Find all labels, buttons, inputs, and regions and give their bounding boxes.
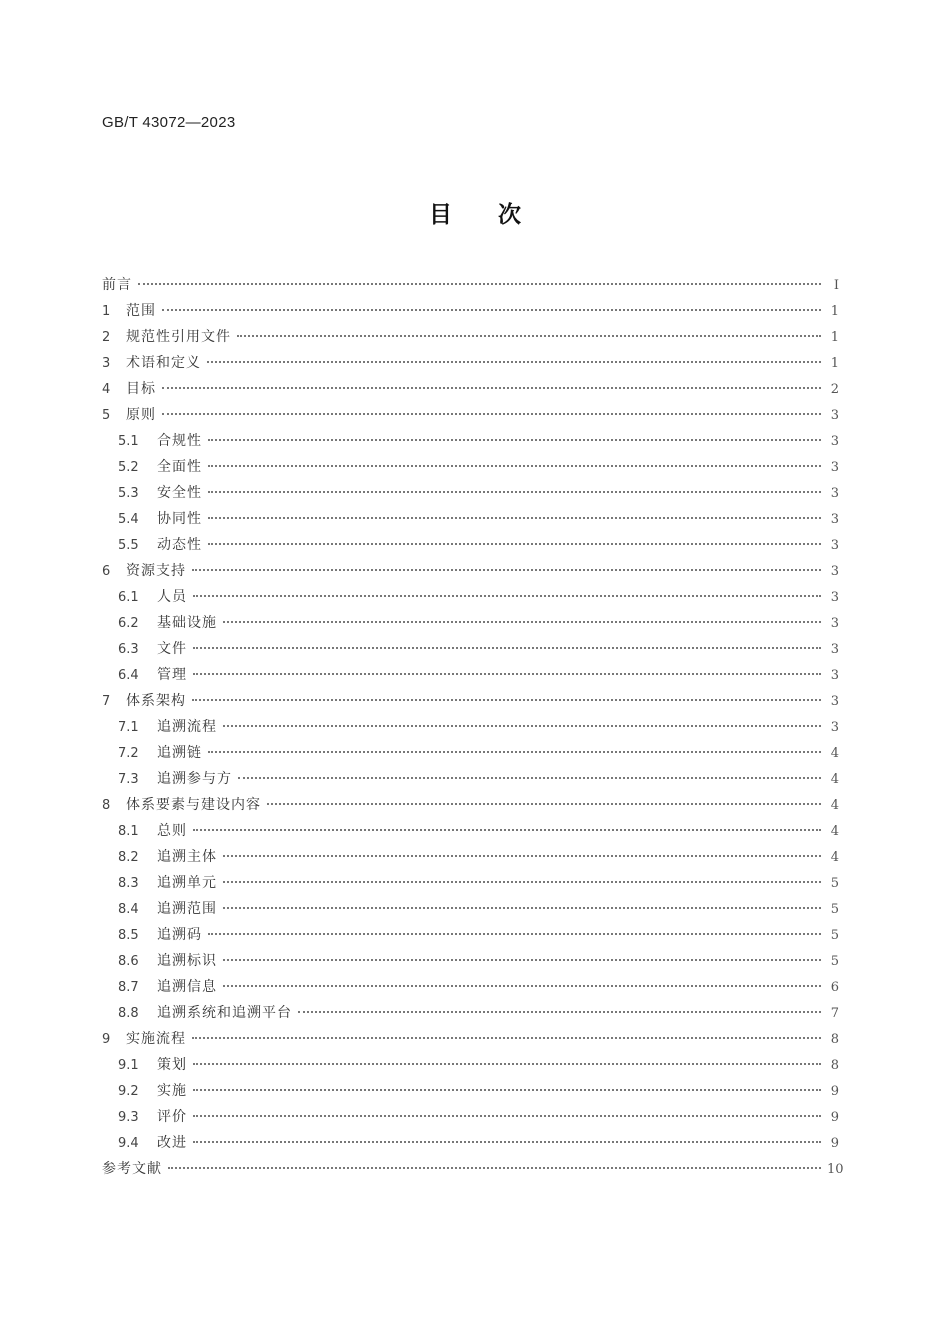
toc-entry-page: 6 bbox=[830, 980, 839, 995]
toc-entry[interactable] bbox=[102, 584, 839, 610]
toc-entry-number: 2 bbox=[102, 330, 111, 345]
toc-entry-page: 4 bbox=[830, 798, 839, 813]
toc-list bbox=[102, 272, 844, 1182]
standard-code: GB/T 43072—2023 bbox=[102, 114, 236, 131]
dot-leader bbox=[223, 854, 821, 857]
dot-leader bbox=[162, 308, 821, 311]
toc-entry-page: 3 bbox=[830, 720, 839, 735]
dot-leader bbox=[223, 958, 821, 961]
toc-entry-page: 1 bbox=[830, 330, 839, 345]
toc-entry-number: 5.3 bbox=[118, 486, 139, 501]
toc-entry-page: 3 bbox=[830, 694, 839, 709]
dot-leader bbox=[223, 724, 821, 727]
dot-leader bbox=[193, 1062, 821, 1065]
toc-entry[interactable] bbox=[102, 428, 839, 454]
toc-entry[interactable] bbox=[102, 636, 839, 662]
toc-entry[interactable] bbox=[102, 766, 839, 792]
toc-entry[interactable] bbox=[102, 1130, 839, 1156]
toc-entry-number: 7.1 bbox=[118, 720, 139, 735]
toc-entry-label: 范围 bbox=[126, 303, 156, 319]
toc-entry-label: 追溯参与方 bbox=[157, 771, 232, 787]
toc-entry[interactable] bbox=[102, 922, 839, 948]
dot-leader bbox=[138, 282, 821, 285]
dot-leader bbox=[223, 620, 821, 623]
toc-entry-label: 原则 bbox=[126, 407, 156, 423]
dot-leader bbox=[193, 828, 821, 831]
dot-leader bbox=[192, 568, 821, 571]
dot-leader bbox=[192, 1036, 821, 1039]
toc-entry[interactable] bbox=[102, 402, 839, 428]
dot-leader bbox=[162, 412, 821, 415]
dot-leader bbox=[267, 802, 821, 805]
dot-leader bbox=[162, 386, 821, 389]
toc-entry-page: 3 bbox=[830, 538, 839, 553]
toc-entry[interactable] bbox=[102, 506, 839, 532]
toc-entry-number: 6.3 bbox=[118, 642, 139, 657]
toc-entry-label: 管理 bbox=[157, 667, 187, 683]
toc-entry-label: 追溯码 bbox=[157, 927, 202, 943]
toc-entry[interactable] bbox=[102, 818, 839, 844]
toc-entry-number: 7.3 bbox=[118, 772, 139, 787]
dot-leader bbox=[208, 438, 821, 441]
toc-entry[interactable] bbox=[102, 1000, 839, 1026]
toc-entry-page: 1 bbox=[830, 356, 839, 371]
toc-entry-page: 5 bbox=[830, 876, 839, 891]
dot-leader bbox=[208, 490, 821, 493]
toc-entry-number: 6.4 bbox=[118, 668, 139, 683]
dot-leader bbox=[208, 750, 821, 753]
toc-entry-label: 策划 bbox=[157, 1057, 187, 1073]
toc-entry-number: 8.1 bbox=[118, 824, 139, 839]
toc-entry[interactable] bbox=[102, 1052, 839, 1078]
dot-leader bbox=[208, 516, 821, 519]
dot-leader bbox=[207, 360, 821, 363]
toc-entry[interactable] bbox=[102, 324, 839, 350]
toc-entry-page: 10 bbox=[827, 1162, 844, 1177]
dot-leader bbox=[193, 672, 821, 675]
toc-entry-label: 追溯单元 bbox=[157, 875, 217, 891]
toc-entry-number: 6.2 bbox=[118, 616, 139, 631]
toc-entry-page: 3 bbox=[830, 486, 839, 501]
toc-entry[interactable] bbox=[102, 948, 839, 974]
toc-entry-label: 合规性 bbox=[157, 433, 202, 449]
toc-entry-page: 3 bbox=[830, 590, 839, 605]
dot-leader bbox=[237, 334, 821, 337]
toc-entry-page: 3 bbox=[830, 564, 839, 579]
toc-entry-label: 追溯主体 bbox=[157, 849, 217, 865]
toc-entry-page: 3 bbox=[830, 616, 839, 631]
toc-entry-label: 基础设施 bbox=[157, 615, 217, 631]
toc-entry[interactable] bbox=[102, 480, 839, 506]
dot-leader bbox=[208, 932, 821, 935]
toc-entry-page: 2 bbox=[830, 382, 839, 397]
toc-entry[interactable] bbox=[102, 376, 839, 402]
toc-entry-label: 文件 bbox=[157, 641, 187, 657]
toc-entry[interactable] bbox=[102, 1156, 844, 1182]
toc-entry-page: 9 bbox=[830, 1084, 839, 1099]
toc-entry-label: 前言 bbox=[102, 277, 132, 293]
dot-leader bbox=[193, 1088, 821, 1091]
toc-entry-page: 9 bbox=[830, 1110, 839, 1125]
toc-entry-number: 8.8 bbox=[118, 1006, 139, 1021]
toc-entry-page: 3 bbox=[830, 512, 839, 527]
toc-entry-page: 5 bbox=[830, 928, 839, 943]
toc-entry[interactable] bbox=[102, 1104, 839, 1130]
toc-entry-label: 追溯链 bbox=[157, 745, 202, 761]
toc-entry-number: 8.3 bbox=[118, 876, 139, 891]
dot-leader bbox=[193, 594, 821, 597]
toc-entry[interactable] bbox=[102, 272, 839, 298]
toc-entry-label: 评价 bbox=[157, 1109, 187, 1125]
toc-entry-number: 5.4 bbox=[118, 512, 139, 527]
dot-leader bbox=[193, 1140, 821, 1143]
toc-entry-number: 6 bbox=[102, 564, 111, 579]
toc-entry-label: 追溯范围 bbox=[157, 901, 217, 917]
toc-entry-number: 7 bbox=[102, 694, 111, 709]
toc-entry-number: 8.6 bbox=[118, 954, 139, 969]
toc-entry-number: 8.2 bbox=[118, 850, 139, 865]
toc-entry-label: 实施流程 bbox=[126, 1031, 186, 1047]
toc-entry-label: 规范性引用文件 bbox=[126, 329, 231, 345]
dot-leader bbox=[223, 984, 821, 987]
toc-entry-label: 追溯标识 bbox=[157, 953, 217, 969]
toc-entry-number: 9.4 bbox=[118, 1136, 139, 1151]
toc-title: 目次 bbox=[429, 201, 567, 228]
toc-entry[interactable] bbox=[102, 844, 839, 870]
toc-entry-page: 3 bbox=[830, 434, 839, 449]
toc-entry-page: 5 bbox=[830, 954, 839, 969]
toc-entry[interactable] bbox=[102, 896, 839, 922]
toc-entry[interactable] bbox=[102, 1078, 839, 1104]
dot-leader bbox=[193, 646, 821, 649]
toc-entry-page: 3 bbox=[830, 460, 839, 475]
toc-entry[interactable] bbox=[102, 298, 839, 324]
toc-entry[interactable] bbox=[102, 870, 839, 896]
toc-entry-number: 5.2 bbox=[118, 460, 139, 475]
toc-entry-number: 7.2 bbox=[118, 746, 139, 761]
dot-leader bbox=[192, 698, 821, 701]
toc-entry[interactable] bbox=[102, 558, 839, 584]
toc-entry[interactable] bbox=[102, 792, 839, 818]
toc-entry[interactable] bbox=[102, 350, 839, 376]
toc-entry-label: 追溯流程 bbox=[157, 719, 217, 735]
toc-entry-label: 追溯系统和追溯平台 bbox=[157, 1005, 292, 1021]
toc-entry[interactable] bbox=[102, 740, 839, 766]
toc-entry-number: 1 bbox=[102, 304, 111, 319]
toc-entry-number: 8.7 bbox=[118, 980, 139, 995]
toc-entry-label: 总则 bbox=[157, 823, 187, 839]
toc-entry-number: 9.2 bbox=[118, 1084, 139, 1099]
toc-entry-number: 6.1 bbox=[118, 590, 139, 605]
toc-entry[interactable] bbox=[102, 974, 839, 1000]
toc-entry-page: 3 bbox=[830, 642, 839, 657]
toc-entry-label: 全面性 bbox=[157, 459, 202, 475]
toc-entry-label: 资源支持 bbox=[126, 563, 186, 579]
toc-entry-label: 参考文献 bbox=[102, 1161, 162, 1177]
dot-leader bbox=[238, 776, 821, 779]
toc-entry-label: 实施 bbox=[157, 1083, 187, 1099]
toc-entry[interactable] bbox=[102, 532, 839, 558]
toc-entry-page: 5 bbox=[830, 902, 839, 917]
dot-leader bbox=[223, 880, 821, 883]
dot-leader bbox=[223, 906, 821, 909]
dot-leader bbox=[208, 464, 821, 467]
toc-entry-label: 动态性 bbox=[157, 537, 202, 553]
toc-entry-page: 9 bbox=[830, 1136, 839, 1151]
toc-entry-number: 8 bbox=[102, 798, 111, 813]
toc-entry-page: 4 bbox=[830, 850, 839, 865]
toc-entry-page: 4 bbox=[830, 824, 839, 839]
toc-entry[interactable] bbox=[102, 610, 839, 636]
toc-entry-page: 3 bbox=[830, 408, 839, 423]
toc-entry-page: 4 bbox=[830, 746, 839, 761]
toc-entry-page: 7 bbox=[830, 1006, 839, 1021]
toc-entry-number: 9.3 bbox=[118, 1110, 139, 1125]
toc-entry-page: 1 bbox=[830, 304, 839, 319]
toc-entry-number: 9.1 bbox=[118, 1058, 139, 1073]
toc-entry[interactable] bbox=[102, 662, 839, 688]
toc-entry-number: 3 bbox=[102, 356, 111, 371]
toc-entry-label: 协同性 bbox=[157, 511, 202, 527]
toc-entry-page: 4 bbox=[830, 772, 839, 787]
toc-entry-label: 目标 bbox=[126, 381, 156, 397]
dot-leader bbox=[298, 1010, 821, 1013]
toc-entry-number: 9 bbox=[102, 1032, 111, 1047]
toc-entry-label: 改进 bbox=[157, 1135, 187, 1151]
toc-entry-number: 5.5 bbox=[118, 538, 139, 553]
toc-entry-number: 5 bbox=[102, 408, 111, 423]
toc-entry-number: 4 bbox=[102, 382, 111, 397]
toc-entry[interactable] bbox=[102, 1026, 839, 1052]
toc-entry-label: 追溯信息 bbox=[157, 979, 217, 995]
dot-leader bbox=[208, 542, 821, 545]
toc-entry-label: 体系架构 bbox=[126, 693, 186, 709]
toc-entry-label: 体系要素与建设内容 bbox=[126, 797, 261, 813]
toc-entry-page: 8 bbox=[830, 1032, 839, 1047]
toc-entry[interactable] bbox=[102, 688, 839, 714]
toc-entry-label: 术语和定义 bbox=[126, 355, 201, 371]
toc-entry-label: 人员 bbox=[157, 589, 187, 605]
toc-entry-page: 8 bbox=[830, 1058, 839, 1073]
toc-entry-label: 安全性 bbox=[157, 485, 202, 501]
toc-entry[interactable] bbox=[102, 454, 839, 480]
dot-leader bbox=[193, 1114, 821, 1117]
toc-entry-page: 3 bbox=[830, 668, 839, 683]
toc-entry-page: Ⅰ bbox=[833, 278, 839, 293]
toc-entry-number: 5.1 bbox=[118, 434, 139, 449]
toc-entry-number: 8.4 bbox=[118, 902, 139, 917]
dot-leader bbox=[168, 1166, 821, 1169]
toc-entry-number: 8.5 bbox=[118, 928, 139, 943]
toc-entry[interactable] bbox=[102, 714, 839, 740]
